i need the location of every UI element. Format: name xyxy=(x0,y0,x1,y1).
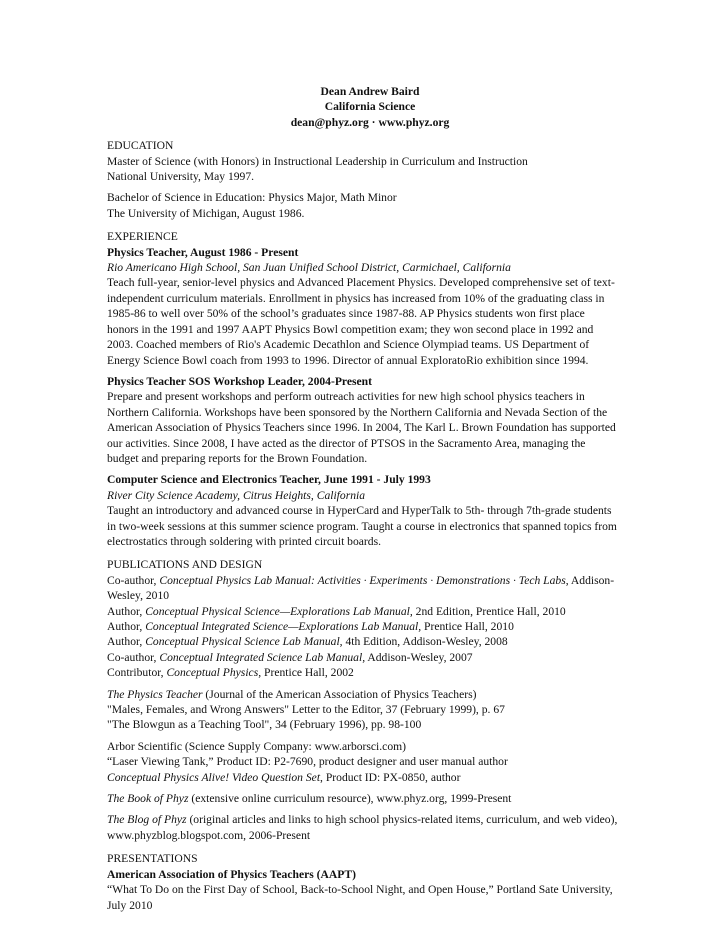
publication-item: The Blog of Phyz (original articles and links to high school physics-related items, curriculum, and web video), www.phyzblog.blogspot.com, 2006-Present xyxy=(107,813,618,842)
publications-heading: PUBLICATIONS AND DESIGN xyxy=(107,558,263,572)
publication-item: The Physics Teacher (Journal of the American Association of Physics Teachers) xyxy=(107,687,477,701)
education-heading: EDUCATION xyxy=(107,139,174,153)
resume-header xyxy=(107,84,619,130)
bs-degree: Bachelor of Science in Education: Physics Major, Math Minor xyxy=(107,191,397,205)
publication-item: Author, Conceptual Physical Science—Explorations Lab Manual, 2nd Edition, Prentice Hall, 2010 xyxy=(107,604,566,618)
job-place: River City Science Academy, Citrus Heights, California xyxy=(107,488,366,502)
experience-heading: EXPERIENCE xyxy=(107,230,178,244)
job-title: Physics Teacher, August 1986 - Present xyxy=(107,245,299,259)
publications-section xyxy=(107,557,619,843)
job-title: Computer Science and Electronics Teacher, June 1991 - July 1993 xyxy=(107,473,431,487)
arbor-block xyxy=(107,739,619,785)
ms-degree: Master of Science (with Honors) in Instructional Leadership in Curriculum and Instruction xyxy=(107,154,528,168)
publication-item: Contributor, Conceptual Physics, Prentice Hall, 2002 xyxy=(107,666,354,680)
presentations-section xyxy=(107,851,619,913)
job-place: Rio Americano High School, San Juan Unified School District, Carmichael, California xyxy=(107,261,511,275)
job-description: Teach full-year, senior-level physics and Advanced Placement Physics. Developed comprehensive set of text-independent curriculum materials. Enrollment in physics has increased from 10% of the graduating class in 1985-86 to well over 50% of the school’s graduates since 1987-88. AP Physics students won first place honors in the 1991 and 1997 AAPT Physics Bowl competition exam; they won second place in 1992 and 2003. Coached members of Rio's Academic Decathlon and Science Olympiad teams. US Department of Energy Science Bowl coach from 1993 to 1996. Director of annual ExploratoRio exhibition since 1994. xyxy=(107,276,615,367)
job-title: Physics Teacher SOS Workshop Leader, 2004-Present xyxy=(107,374,372,388)
tpt-block xyxy=(107,687,619,733)
presentations-heading: PRESENTATIONS xyxy=(107,852,198,866)
author-credential: California Science xyxy=(324,100,416,114)
ms-school: National University, May 1997. xyxy=(107,170,255,184)
publication-item: Conceptual Physics Alive! Video Question Set, Product ID: PX-0850, author xyxy=(107,770,461,784)
publication-item: "The Blowgun as a Teaching Tool", 34 (February 1996), pp. 98-100 xyxy=(107,718,422,732)
job-description: Taught an introductory and advanced course in HyperCard and HyperTalk to 5th- through 7th-grade students in two-week sessions at this summer science program. Taught a course in electronics that spanned topics from electrostatics through soldering with printed circuit boards. xyxy=(107,504,617,548)
publication-item: Co-author, Conceptual Integrated Science Lab Manual, Addison-Wesley, 2007 xyxy=(107,650,473,664)
presentation-org: American Association of Physics Teachers (AAPT) xyxy=(107,867,356,881)
presentation-item: “What To Do on the First Day of School, Back-to-School Night, and Open House,” Portland Sate University, July 2010 xyxy=(107,883,613,912)
publication-item: Author, Conceptual Physical Science Lab Manual, 4th Edition, Addison-Wesley, 2008 xyxy=(107,635,508,649)
publication-item: The Book of Phyz (extensive online curriculum resource), www.phyz.org, 1999-Present xyxy=(107,792,512,806)
bs-school: The University of Michigan, August 1986. xyxy=(107,206,305,220)
job-entry xyxy=(107,374,619,466)
job-entry xyxy=(107,245,619,368)
author-name: Dean Andrew Baird xyxy=(320,85,420,98)
job-description: Prepare and present workshops and perform outreach activities for new high school physics teachers in Northern California. Workshops have been sponsored by the Northern California and Nevada Section of the American Association of Physics Teachers since 1996. In 2004, The Karl L. Brown Foundation has supported our activities. Since 2008, I have acted as the director of PTSOS in the Sacramento Area, managing the budget and preparing reports for the Brown Foundation. xyxy=(107,390,616,465)
experience-section xyxy=(107,229,619,549)
publication-item: Arbor Scientific (Science Supply Company: www.arborsci.com) xyxy=(107,739,407,753)
education-section xyxy=(107,138,619,221)
resume-page xyxy=(107,84,619,913)
publication-item: Author, Conceptual Integrated Science—Explorations Lab Manual, Prentice Hall, 2010 xyxy=(107,620,514,633)
job-entry xyxy=(107,472,619,549)
publication-item: Co-author, Conceptual Physics Lab Manual: Activities · Experiments · Demonstrations · Tech Labs, Addison-Wesley, 2010 xyxy=(107,573,615,603)
publication-item: "Males, Females, and Wrong Answers" Letter to the Editor, 37 (February 1999), p. 67 xyxy=(107,703,505,717)
publication-item: “Laser Viewing Tank,” Product ID: P2-7690, product designer and user manual author xyxy=(107,755,508,769)
author-contact[interactable]: dean@phyz.org · www.phyz.org xyxy=(290,115,450,129)
